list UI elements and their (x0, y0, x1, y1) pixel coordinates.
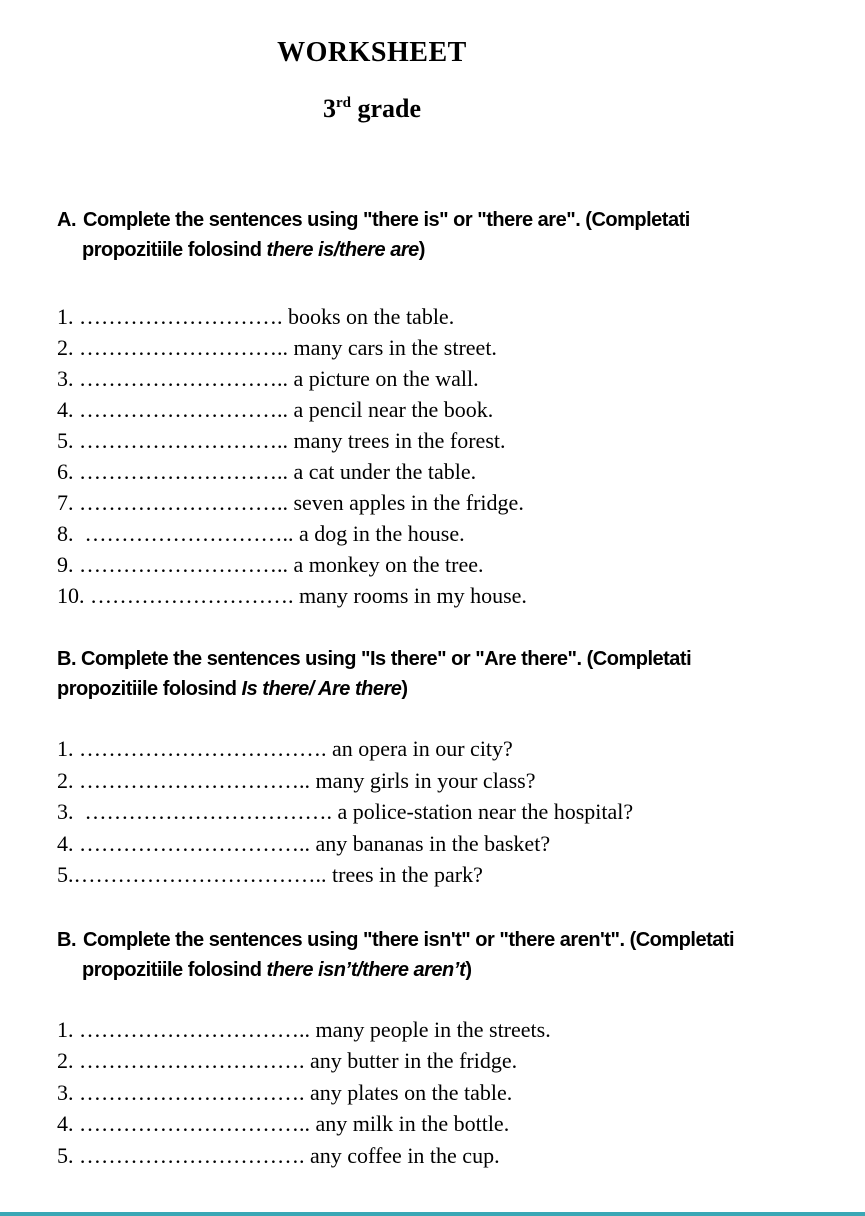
section-c-heading-italic: there isn’t/there aren’t (266, 958, 466, 981)
section-a-heading-line2: propozitiile folosind (82, 239, 267, 261)
item-blank-dots: ………………………….. (73, 830, 310, 856)
item-number: 1. (57, 304, 74, 329)
exercise-item (57, 487, 855, 518)
item-sentence: a picture on the wall. (288, 366, 479, 391)
item-sentence: any milk in the bottle. (310, 1111, 510, 1136)
item-sentence: any coffee in the cup. (304, 1142, 500, 1168)
exercise-item (57, 332, 855, 363)
item-blank-dots: ……………………….. (73, 459, 288, 484)
section-a-list (57, 301, 855, 611)
section-a-heading-close: ) (418, 239, 425, 261)
item-number: 1. (57, 1016, 74, 1042)
item-number: 3. (57, 1079, 74, 1105)
item-number: 3. (57, 799, 74, 824)
item-sentence: many people in the streets. (310, 1016, 551, 1042)
exercise-item (57, 580, 855, 611)
item-sentence: any butter in the fridge. (304, 1048, 518, 1073)
item-number: 2. (57, 767, 74, 793)
section-c-label: B. (57, 928, 76, 951)
exercise-item (57, 363, 855, 394)
item-number: 8. (57, 521, 74, 546)
exercise-item (57, 859, 855, 891)
exercise-item (57, 1077, 855, 1109)
item-sentence: trees in the park? (326, 862, 483, 887)
item-sentence: a cat under the table. (288, 459, 477, 484)
item-sentence: a pencil near the book. (288, 397, 494, 422)
item-sentence: any bananas in the basket? (310, 830, 551, 856)
exercise-item (57, 456, 855, 487)
item-number: 3. (57, 366, 74, 391)
item-blank-dots: ……………………………. (73, 799, 332, 824)
section-b-heading (57, 644, 855, 704)
item-number: 2. (57, 1048, 74, 1073)
item-sentence: many cars in the street. (288, 335, 497, 360)
item-blank-dots: ………………………….. (73, 1016, 310, 1042)
item-blank-dots: ……………………….. (73, 428, 288, 453)
section-c-list (57, 1014, 855, 1172)
item-blank-dots: ……………………………. (73, 736, 327, 761)
section-a-label: A. (57, 209, 76, 231)
grade-ordinal-superscript: rd (335, 95, 351, 111)
item-number: 2. (57, 335, 74, 360)
item-number: 7. (57, 490, 74, 515)
item-sentence: many girls in your class? (310, 767, 536, 793)
exercise-item (57, 1045, 855, 1077)
section-b-heading-italic: Is there/ Are there (241, 678, 402, 700)
exercise-item (57, 301, 855, 332)
section-b-list (57, 733, 855, 891)
item-blank-dots: ……………………….. (73, 552, 288, 577)
grade-word: grade (350, 94, 422, 123)
item-blank-dots: …………………………. (73, 1048, 305, 1073)
section-b-heading-line1: Complete the sentences using "Is there" or "Are there". (Completati (81, 648, 692, 670)
item-number: 1. (57, 736, 74, 761)
section-a-heading (57, 205, 855, 265)
section-a-heading-italic: there is/there are (266, 239, 419, 261)
exercise-item (57, 765, 855, 797)
exercise-item (57, 733, 855, 765)
item-blank-dots: ……………………….. (73, 397, 288, 422)
bottom-accent-bar (0, 1212, 865, 1216)
item-blank-dots: ………………………. (73, 304, 283, 329)
item-number: 5. (57, 428, 74, 453)
worksheet-title: WORKSHEET (277, 37, 467, 68)
item-number: 10. (57, 583, 85, 608)
item-number: 6. (57, 459, 74, 484)
item-blank-dots: ……………………….. (73, 521, 294, 546)
item-blank-dots: …………………………. (73, 1079, 305, 1105)
item-number: 9. (57, 552, 74, 577)
item-number: 4. (57, 397, 74, 422)
item-sentence: a police-station near the hospital? (332, 799, 634, 824)
item-blank-dots: ……………………….. (73, 366, 288, 391)
item-blank-dots: …………………………. (73, 1142, 305, 1168)
item-number: 5. (57, 862, 74, 887)
item-blank-dots: ……………………….. (73, 490, 288, 515)
exercise-item (57, 425, 855, 456)
item-sentence: many rooms in my house. (293, 583, 527, 608)
grade-number: 3 (322, 94, 336, 123)
section-b-label: B. (57, 648, 76, 670)
worksheet-body (0, 205, 865, 1171)
exercise-item (57, 796, 855, 828)
section-c-heading-close: ) (465, 958, 472, 981)
item-blank-dots: ……………………….. (73, 335, 288, 360)
exercise-item (57, 549, 855, 580)
section-a-heading-line1: Complete the sentences using "there is" or "there are". (Completati (83, 209, 690, 231)
exercise-item (57, 518, 855, 549)
section-c-heading-line1: Complete the sentences using "there isn't" or "there aren't". (Completati (83, 928, 735, 951)
item-sentence: seven apples in the fridge. (288, 490, 524, 515)
item-blank-dots: …………………………….. (73, 862, 327, 887)
section-b-heading-close: ) (401, 678, 408, 700)
item-blank-dots: ………………………….. (73, 1111, 310, 1136)
exercise-item (57, 828, 855, 860)
item-sentence: a monkey on the tree. (288, 552, 484, 577)
exercise-item (57, 394, 855, 425)
section-c-heading-line2: propozitiile folosind (82, 958, 267, 981)
exercise-item (57, 1014, 855, 1046)
item-blank-dots: ………………………….. (73, 767, 310, 793)
grade-title (0, 95, 744, 127)
item-blank-dots: ………………………. (84, 583, 294, 608)
exercise-item (57, 1140, 855, 1172)
section-b-heading-line2: propozitiile folosind (57, 678, 242, 700)
item-number: 4. (57, 1111, 74, 1136)
item-sentence: an opera in our city? (326, 736, 513, 761)
item-sentence: many trees in the forest. (288, 428, 506, 453)
item-sentence: any plates on the table. (304, 1079, 513, 1105)
section-c-heading (57, 925, 855, 985)
item-number: 5. (57, 1142, 74, 1168)
item-number: 4. (57, 830, 74, 856)
item-sentence: a dog in the house. (293, 521, 465, 546)
title-block (0, 0, 744, 127)
item-sentence: books on the table. (282, 304, 455, 329)
exercise-item (57, 1108, 855, 1140)
